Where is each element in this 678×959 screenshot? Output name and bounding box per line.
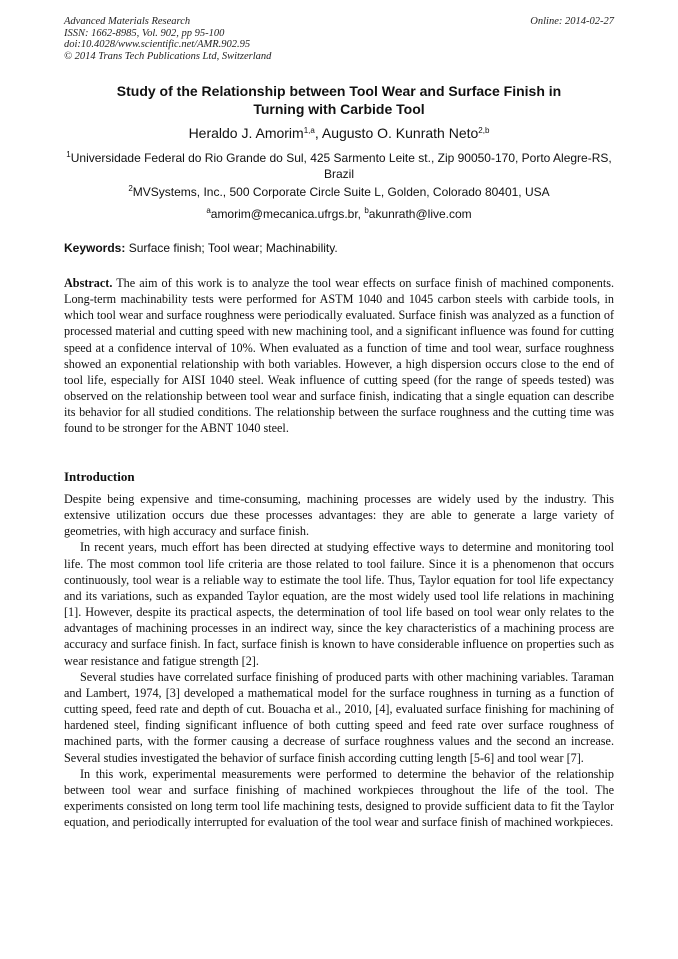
journal-header [64, 16, 484, 62]
intro-paragraph-3: Several studies have correlated surface finishing of produced parts with other machining variables. Taraman and Lambert, 1974, [3] developed a mathematical model for the surface roughness in turning as a function of cutting speed, feed rate and depth of cut. Bouacha et al., 2010, [4], evaluated surface finishing for machining of hardened steel, finding significant influence of both cutting speed and feed rate over surface roughness of machined parts, with the former causing a decrease of surface roughness values and the second an increase. Several studies investigated the behavior of surface finish according cutting length [5-6] and tool wear [7]. [64, 669, 614, 765]
intro-paragraph-4: In this work, experimental measurements were performed to determine the behavior of the relationship between tool wear and surface finishing of machined workpieces throughout the life of the tool. The experiments consisted on long term tool life machining tests, designed to provide sufficient data to fit the Taylor equation, and periodically interrupted for evaluation of the tool wear and surface finish of machined workpieces. [64, 766, 614, 830]
issn-line: ISSN: 1662-8985, Vol. 902, pp 95-100 [64, 27, 225, 39]
intro-paragraph-1: Despite being expensive and time-consuming, machining processes are widely used by the industry. This extensive utilization occurs due these processes advantages: they are able to generate a large variety of geometries, with high accuracy and surface finish. [64, 492, 614, 539]
affiliation-1-text: Universidade Federal do Rio Grande do Sul, 425 Sarmento Leite st., Zip 90050-170, Porto Alegre-RS, Brazil [70, 151, 612, 181]
journal-name: Advanced Materials Research [64, 16, 191, 27]
author-2-sup: 2,b [478, 126, 490, 135]
abstract-paragraph [64, 275, 614, 437]
affiliation-1-sup: 1 [66, 150, 71, 159]
author-2: Augusto O. Kunrath Neto [321, 125, 479, 141]
keywords-label: Keywords: [64, 241, 126, 255]
abstract-label: Abstract. [64, 276, 113, 290]
section-heading-introduction: Introduction [64, 469, 135, 484]
online-date: Online: 2014-02-27 [530, 16, 614, 27]
affiliation-1 [64, 150, 614, 182]
title-line-2: Turning with Carbide Tool [253, 101, 425, 117]
author-1-sup: 1,a [303, 126, 315, 135]
affiliation-2 [64, 184, 614, 200]
introduction-body [64, 491, 614, 830]
doi-line: doi:10.4028/www.scientific.net/AMR.902.95 [64, 39, 251, 50]
abstract-text: The aim of this work is to analyze the tool wear effects on surface finish of machined components. Long-term machinability tests were performed for ASTM 1040 and 1045 carbon steels with carbide tools, in which tool wear and surface roughness were periodically evaluated. Surface finish was analyzed as a function of processed material and cutting speed with new machining tool, and a significant influence was found for cutting speed at a confidence interval of 10%. When evaluated as a function of time and tool wear, surface roughness showed an exponential relationship with both variables. However, a high dispersion occurs close to the end of tool life, especially for AISI 1040 steel. Weak influence of cutting speed (for the range of speeds tested) was observed on the relationship between tool wear and surface finish, indicating that a single equation can describe its behavior for all studied conditions. The relationship between the surface roughness and the cutting time was found to be stronger for the ABNT 1040 steel. [64, 276, 614, 436]
affiliation-2-sup: 2 [128, 184, 133, 193]
email-b: akunrath@live.com [368, 207, 472, 221]
title-line-1: Study of the Relationship between Tool Wear and Surface Finish in [116, 83, 562, 99]
author-1: Heraldo J. Amorim [188, 125, 304, 141]
keywords [64, 240, 614, 256]
author-list [64, 124, 614, 142]
copyright-line: © 2014 Trans Tech Publications Ltd, Switzerland [64, 50, 272, 62]
email-a: amorim@mecanica.ufrgs.br, [210, 207, 365, 221]
email-a-sup: a [206, 206, 211, 215]
author-separator: , [314, 125, 322, 141]
intro-paragraph-2: In recent years, much effort has been directed at studying effective ways to determine and monitoring tool life. The most common tool life criteria are those related to tool failure. Since it is a phenomenon that occurs continuously, tool wear is a reliable way to estimate the tool life. Thus, Taylor equation for tool life expectancy and its variations, such as expanded Taylor equation, are the most widely used tool life relations in machining [1]. However, despite its practical aspects, the determination of tool life based on tool wear only relates to the advantages of machining processes in an indirect way, since the key characteristics of a machining process are accuracy and surface finish. In fact, surface finish is known to have considerable influence on properties such as wear resistance and fatigue strength [2]. [64, 540, 614, 668]
keywords-text: Surface finish; Tool wear; Machinability. [125, 241, 338, 255]
paper-title [64, 82, 614, 118]
abstract [64, 275, 614, 437]
author-emails [64, 206, 614, 222]
email-b-sup: b [364, 206, 369, 215]
affiliation-2-text: MVSystems, Inc., 500 Corporate Circle Suite L, Golden, Colorado 80401, USA [132, 185, 550, 199]
